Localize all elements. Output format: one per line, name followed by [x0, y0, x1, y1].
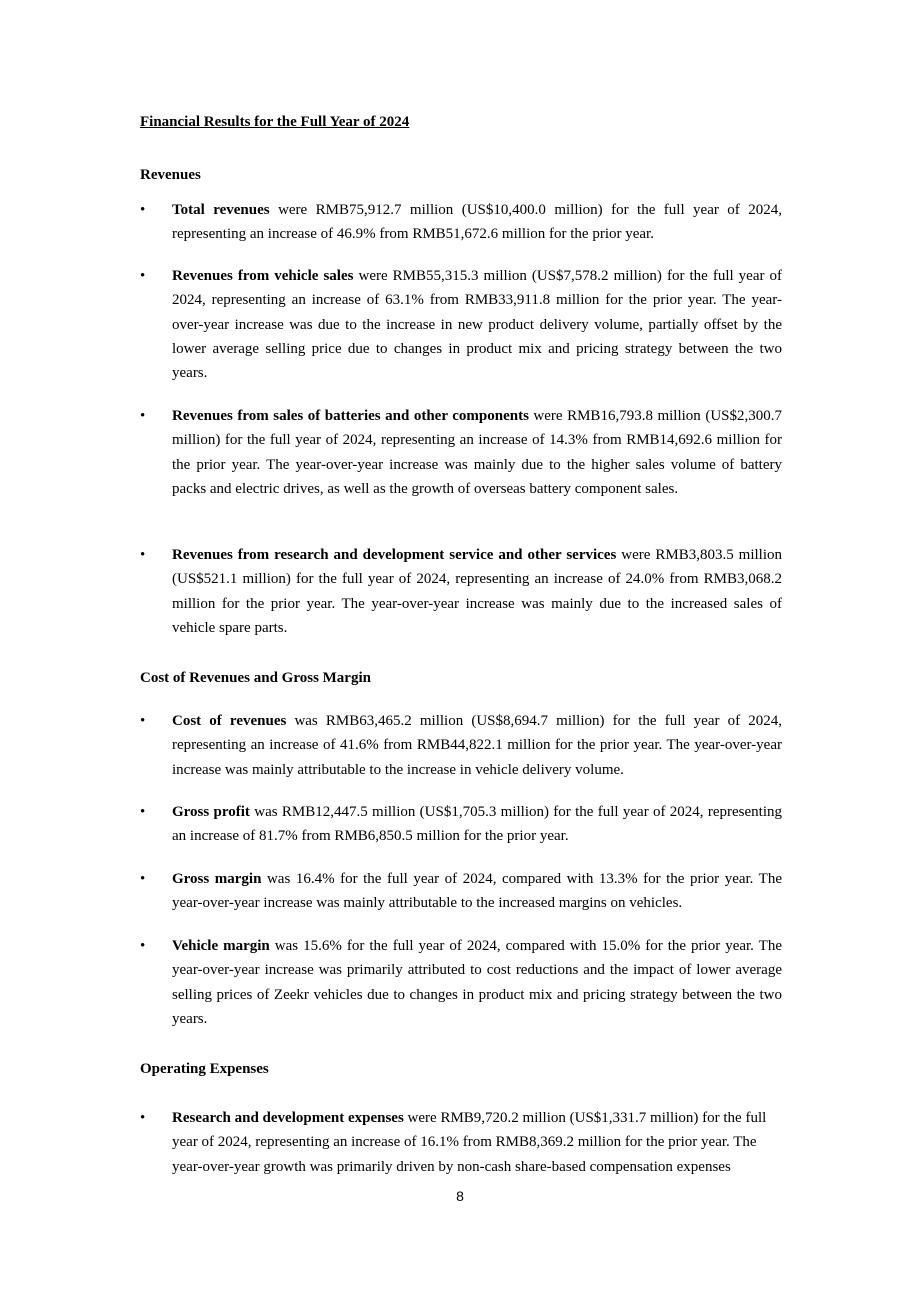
- bullet-glyph: •: [140, 1110, 146, 1126]
- bullet-glyph: •: [140, 938, 146, 954]
- section-heading-revenues: Revenues: [140, 167, 201, 183]
- bullet-lead: Gross margin: [172, 871, 262, 887]
- bullet-body: were RMB55,315.3 million (US$7,578.2 million) for the full year of 2024, representing an increase of 63.1% from RMB33,911.8 million for the prior year. The year-over-year increase was due to the increase in new product delivery volume, partially offset by the lower average selling price due to changes in product mix and pricing strategy between the two years.: [172, 268, 783, 382]
- page-title: Financial Results for the Full Year of 2024: [140, 114, 410, 130]
- bullet-glyph: •: [140, 804, 146, 820]
- bullet-glyph: •: [140, 871, 146, 887]
- section-heading-cost: Cost of Revenues and Gross Margin: [140, 670, 371, 686]
- bullet-lead: Gross profit: [172, 804, 250, 820]
- bullet-vehicle-margin: [140, 934, 782, 1031]
- bullet-lead: Research and development expenses: [172, 1110, 404, 1126]
- bullet-vehicle-sales: [140, 264, 782, 385]
- bullet-lead: Revenues from sales of batteries and other components: [172, 408, 529, 424]
- bullet-gross-profit: [140, 800, 782, 849]
- bullet-body: were RMB16,793.8 million (US$2,300.7 million) for the full year of 2024, representing an increase of 14.3% from RMB14,692.6 million for the prior year. The year-over-year increase was mainly due to the higher sales volume of battery packs and electric drives, as well as the growth of overseas battery component sales.: [172, 408, 782, 497]
- bullet-body: were RMB75,912.7 million (US$10,400.0 million) for the full year of 2024, representing an increase of 46.9% from RMB51,672.6 million for the prior year.: [172, 202, 782, 243]
- bullet-body: was 16.4% for the full year of 2024, compared with 13.3% for the prior year. The year-over-year increase was mainly attributable to the increased margins on vehicles.: [172, 871, 783, 912]
- bullet-body: was RMB63,465.2 million (US$8,694.7 million) for the full year of 2024, representing an increase of 41.6% from RMB44,822.1 million for the prior year. The year-over-year increase was mainly attributable to the increase in vehicle delivery volume.: [172, 713, 782, 778]
- bullet-body: was RMB12,447.5 million (US$1,705.3 million) for the full year of 2024, representing an increase of 81.7% from RMB6,850.5 million for the prior year.: [172, 804, 782, 845]
- page-number: 8: [456, 1188, 464, 1204]
- bullet-body: were RMB9,720.2 million (US$1,331.7 million) for the full year of 2024, representing an increase of 16.1% from RMB8,369.2 million for the prior year. The year-over-year growth was primarily driven by non-cash share-based compensation expenses: [172, 1110, 767, 1175]
- section-heading-opex: Operating Expenses: [140, 1061, 269, 1077]
- bullet-lead: Revenues from research and development service and other services: [172, 547, 617, 563]
- bullet-batteries: [140, 404, 782, 501]
- bullet-rd-expenses: [140, 1106, 782, 1179]
- bullet-cost-of-revenues: [140, 709, 782, 782]
- bullet-glyph: •: [140, 408, 146, 424]
- bullet-glyph: •: [140, 268, 146, 284]
- bullet-gross-margin: [140, 867, 782, 916]
- bullet-glyph: •: [140, 547, 146, 563]
- bullet-lead: Cost of revenues: [172, 713, 287, 729]
- bullet-lead: Revenues from vehicle sales: [172, 268, 354, 284]
- bullet-body: was 15.6% for the full year of 2024, compared with 15.0% for the prior year. The year-over-year increase was primarily attributed to cost reductions and the impact of lower average selling prices of Zeekr vehicles due to changes in product mix and pricing strategy between the two years.: [172, 938, 782, 1027]
- bullet-lead: Vehicle margin: [172, 938, 270, 954]
- bullet-glyph: •: [140, 713, 146, 729]
- bullet-rd-services: [140, 543, 782, 640]
- bullet-lead: Total revenues: [172, 202, 270, 218]
- bullet-body: were RMB3,803.5 million (US$521.1 million) for the full year of 2024, representing an increase of 24.0% from RMB3,068.2 million for the prior year. The year-over-year increase was mainly due to the increased sales of vehicle spare parts.: [172, 547, 782, 636]
- bullet-total-revenues: [140, 198, 782, 247]
- bullet-glyph: •: [140, 202, 146, 218]
